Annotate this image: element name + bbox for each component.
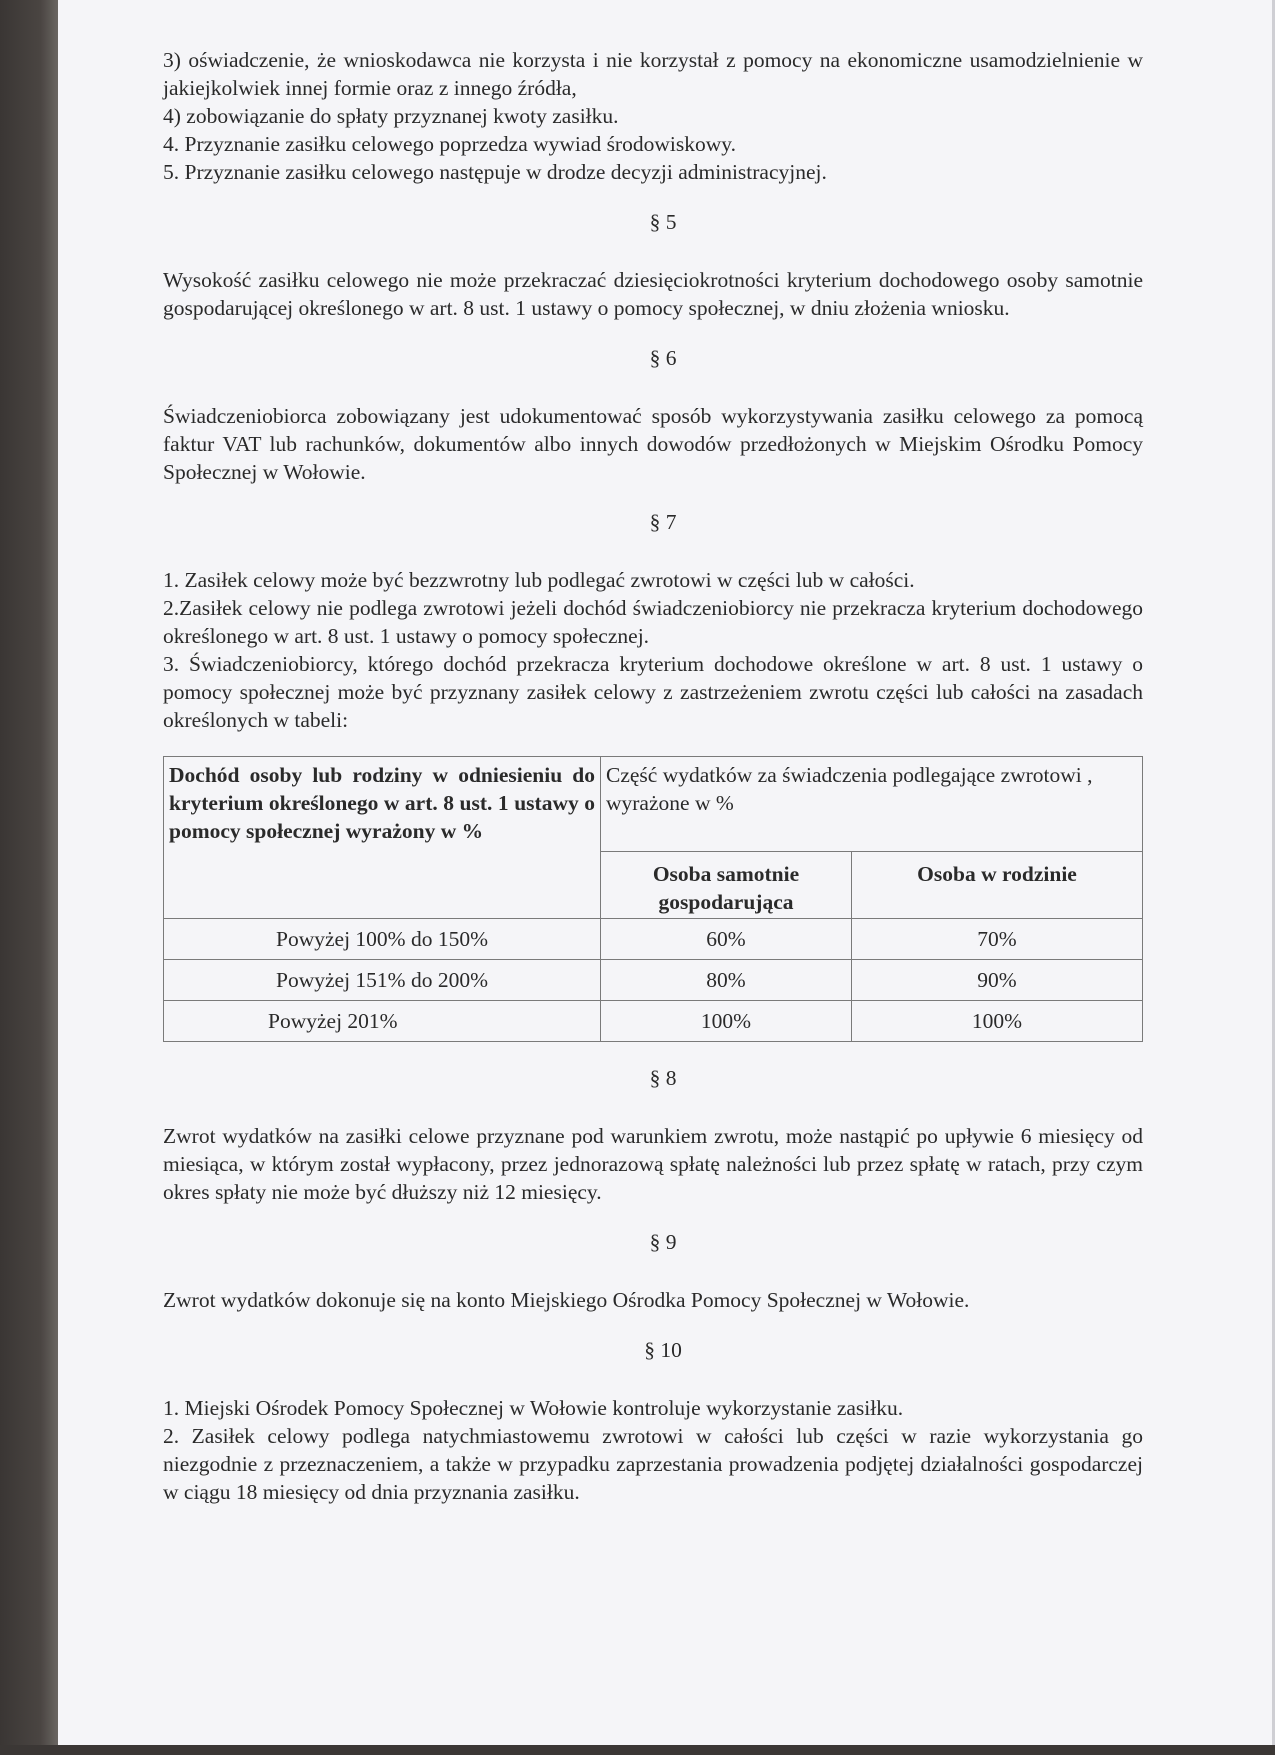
single-percent-cell: 60% — [601, 919, 852, 960]
income-range-cell: Powyżej 151% do 200% — [164, 960, 601, 1001]
intro-line-1: 3) oświadczenie, że wnioskodawca nie korzysta i nie korzystał z pomocy na ekonomiczne usamodzielnienie w jakiejkolwiek innej formie oraz z innego źródła, — [163, 48, 1143, 100]
income-range-cell: Powyżej 201% — [164, 1001, 601, 1042]
family-person-header: Osoba w rodzinie — [852, 852, 1143, 919]
section-10-point-1: 1. Miejski Ośrodek Pomocy Społecznej w Wołowie kontroluje wykorzystanie zasiłku. — [163, 1396, 904, 1420]
intro-line-3: 4. Przyznanie zasiłku celowego poprzedza wywiad środowiskowy. — [163, 132, 736, 156]
single-percent-cell: 100% — [601, 1001, 852, 1042]
table-row — [164, 1001, 1143, 1042]
refund-table — [163, 756, 1143, 1042]
section-9-text: Zwrot wydatków dokonuje się na konto Miejskiego Ośrodka Pomocy Społecznej w Wołowie. — [163, 1288, 970, 1312]
income-column-header: Dochód osoby lub rodziny w odniesieniu do kryterium określonego w art. 8 ust. 1 ustawy o pomocy społecznej wyrażony w % — [164, 757, 601, 919]
refund-column-header: Część wydatków za świadczenia podlegające zwrotowi , wyrażone w % — [601, 757, 1143, 852]
table-header-row — [164, 757, 1143, 852]
document-page — [58, 0, 1272, 1745]
table-row — [164, 919, 1143, 960]
scan-bottom-edge — [0, 1745, 1275, 1755]
section-8-heading: § 8 — [649, 1066, 677, 1090]
income-range-cell: Powyżej 100% do 150% — [164, 919, 601, 960]
section-7-point-1: 1. Zasiłek celowy może być bezzwrotny lub podlegać zwrotowi w części lub w całości. — [163, 568, 915, 592]
section-9-heading: § 9 — [649, 1230, 677, 1254]
section-10-point-2: 2. Zasiłek celowy podlega natychmiastowemu zwrotowi w całości lub części w razie wykorzystania go niezgodnie z przeznaczeniem, a także w przypadku zaprzestania prowadzenia podjętej działalności gospodarczej w ciągu 18 miesięcy od dnia przyznania zasiłku. — [163, 1424, 1143, 1504]
single-percent-cell: 80% — [601, 960, 852, 1001]
scan-left-edge — [0, 0, 58, 1755]
table-row — [164, 960, 1143, 1001]
family-percent-cell: 70% — [852, 919, 1143, 960]
section-7-heading: § 7 — [649, 510, 677, 534]
document-content — [163, 46, 1143, 1506]
family-percent-cell: 90% — [852, 960, 1143, 1001]
section-5-heading: § 5 — [649, 210, 677, 234]
single-person-header: Osoba samotnie gospodarująca — [601, 852, 852, 919]
section-7-point-3: 3. Świadczeniobiorcy, którego dochód przekracza kryterium dochodowe określone w art. 8 ust. 1 ustawy o pomocy społecznej może być przyznany zasiłek celowy z zastrzeżeniem zwrotu części lub całości na zasadach określonych w tabeli: — [163, 652, 1143, 732]
family-percent-cell: 100% — [852, 1001, 1143, 1042]
intro-line-2: 4) zobowiązanie do spłaty przyznanej kwoty zasiłku. — [163, 104, 619, 128]
section-10-heading: § 10 — [644, 1338, 682, 1362]
section-5-text: Wysokość zasiłku celowego nie może przekraczać dziesięciokrotności kryterium dochodowego osoby samotnie gospodarującej określonego w art. 8 ust. 1 ustawy o pomocy społecznej, w dniu złożenia wniosku. — [163, 268, 1143, 320]
section-6-text: Świadczeniobiorca zobowiązany jest udokumentować sposób wykorzystywania zasiłku celowego za pomocą faktur VAT lub rachunków, dokumentów albo innych dowodów przedłożonych w Miejskim Ośrodku Pomocy Społecznej w Wołowie. — [163, 404, 1143, 484]
section-7-point-2: 2.Zasiłek celowy nie podlega zwrotowi jeżeli dochód świadczeniobiorcy nie przekracza kryterium dochodowego określonego w art. 8 ust. 1 ustawy o pomocy społecznej. — [163, 596, 1143, 648]
section-6-heading: § 6 — [649, 346, 677, 370]
section-8-text: Zwrot wydatków na zasiłki celowe przyznane pod warunkiem zwrotu, może nastąpić po upływie 6 miesięcy od miesiąca, w którym został wypłacony, przez jednorazową spłatę należności lub przez spłatę w ratach, przy czym okres spłaty nie może być dłuższy niż 12 miesięcy. — [163, 1124, 1143, 1204]
intro-line-4: 5. Przyznanie zasiłku celowego następuje w drodze decyzji administracyjnej. — [163, 160, 827, 184]
